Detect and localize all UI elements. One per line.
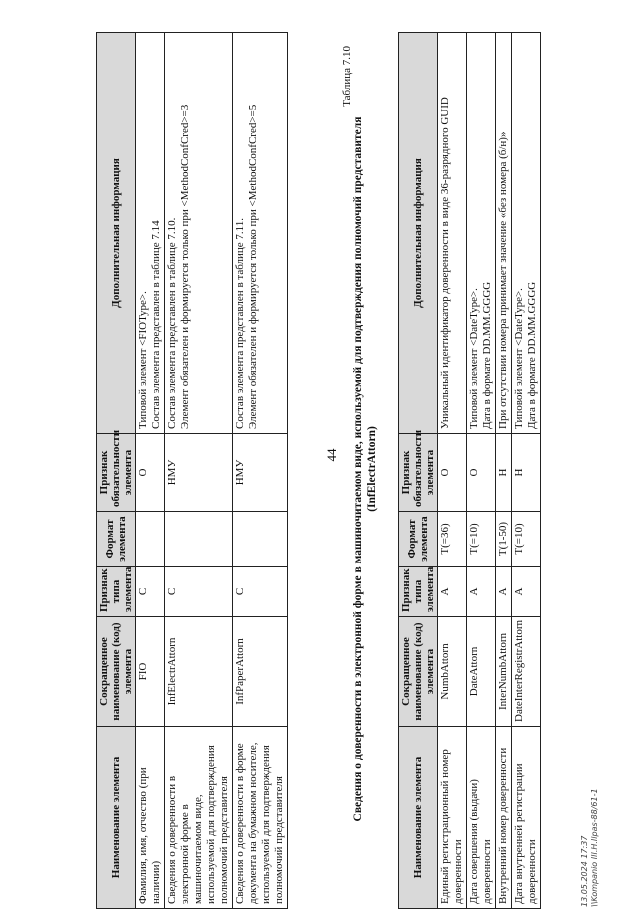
header-cell: Наименование элемента xyxy=(97,727,136,909)
cell-name: Дата внутренней регистрации доверенности xyxy=(512,727,541,909)
cell-code: InfElectrAttorn xyxy=(165,617,233,727)
header-cell: Признак типа элемента xyxy=(97,567,136,617)
table-row xyxy=(233,33,288,909)
header-cell: Признак типа элемента xyxy=(399,567,438,617)
header-cell: Сокращенное наименование (код) элемента xyxy=(97,617,136,727)
cell-format: T(=36) xyxy=(438,512,467,567)
cell-name: Внутренний номер доверенности xyxy=(496,727,512,909)
cell-format xyxy=(165,512,233,567)
cell-code: DateAttorn xyxy=(467,617,496,727)
cell-obligation: О xyxy=(467,434,496,512)
table-header-row xyxy=(399,33,438,909)
cell-code: DateInterRegistrAttorn xyxy=(512,617,541,727)
cell-info: Типовой элемент <FIOType>. Состав элемента представлен в таблице 7.14 xyxy=(136,33,165,434)
header-cell: Формат элемента xyxy=(97,512,136,567)
cell-code: NumbAttorn xyxy=(438,617,467,727)
cell-format: T(=10) xyxy=(512,512,541,567)
cell-type: С xyxy=(136,567,165,617)
cell-code: InterNumbAttorn xyxy=(496,617,512,727)
header-cell: Признак обязательности элемента xyxy=(399,434,438,512)
cell-obligation: О xyxy=(136,434,165,512)
cell-name: Единый регистрационный номер доверенности xyxy=(438,727,467,909)
cell-info: При отсутствии номера принимает значение «без номера (б/н)» xyxy=(496,33,512,434)
footer-line: \\Kompanio III.H.Ilpas-88/61-1 xyxy=(590,788,599,907)
table-row xyxy=(512,33,541,909)
cell-info: Типовой элемент <DateType>. Дата в формате DD.MM.GGGG xyxy=(467,33,496,434)
cell-type: С xyxy=(233,567,288,617)
table-row xyxy=(136,33,165,909)
table-title: Сведения о доверенности в электронной форме в машиночитаемом виде, используемой для подтверждения полномочий представителя (InfElectrAttorn) xyxy=(352,116,378,822)
table-infelectrattorn xyxy=(398,32,541,909)
cell-type: А xyxy=(496,567,512,617)
cell-type: А xyxy=(438,567,467,617)
table-number: Таблица 7.10 xyxy=(341,46,353,107)
table-header-row xyxy=(97,33,136,909)
table-row xyxy=(467,33,496,909)
header-cell: Признак обязательности элемента xyxy=(97,434,136,512)
cell-obligation: НМУ xyxy=(233,434,288,512)
cell-type: С xyxy=(165,567,233,617)
cell-obligation: НМУ xyxy=(165,434,233,512)
cell-type: А xyxy=(512,567,541,617)
cell-code: FIO xyxy=(136,617,165,727)
cell-obligation: Н xyxy=(512,434,541,512)
cell-obligation: Н xyxy=(496,434,512,512)
cell-name: Дата совершения (выдачи) доверенности xyxy=(467,727,496,909)
header-cell: Формат элемента xyxy=(399,512,438,567)
table-row xyxy=(496,33,512,909)
header-cell: Дополнительная информация xyxy=(399,33,438,434)
cell-format: T(1-50) xyxy=(496,512,512,567)
cell-info: Состав элемента представлен в таблице 7.11. Элемент обязателен и формируется только при <MethodConfCred>=5 xyxy=(233,33,288,434)
cell-code: InfPaperAttorn xyxy=(233,617,288,727)
table-fio-attorn xyxy=(96,32,288,909)
cell-obligation: О xyxy=(438,434,467,512)
cell-format xyxy=(233,512,288,567)
cell-info: Уникальный идентификатор доверенности в виде 36-разрядного GUID xyxy=(438,33,467,434)
header-cell: Наименование элемента xyxy=(399,727,438,909)
table-row xyxy=(165,33,233,909)
cell-name: Сведения о доверенности в электронной форме в машиночитаемом виде, используемой для подтверждения полномочий представителя xyxy=(165,727,233,909)
cell-info: Типовой элемент <DateType>. Дата в формате DD.MM.GGGG xyxy=(512,33,541,434)
footer-line: 13.05.2024 17:37 xyxy=(580,835,589,907)
table-row xyxy=(438,33,467,909)
cell-format: T(=10) xyxy=(467,512,496,567)
cell-info: Состав элемента представлен в таблице 7.10. Элемент обязателен и формируется только при <MethodConfCred>=3 xyxy=(165,33,233,434)
header-cell: Сокращенное наименование (код) элемента xyxy=(399,617,438,727)
cell-format xyxy=(136,512,165,567)
cell-name: Сведения о доверенности в форме документа на бумажном носителе, используемой для подтверждения полномочий представителя xyxy=(233,727,288,909)
cell-name: Фамилия, имя, отчество (при наличии) xyxy=(136,727,165,909)
cell-type: А xyxy=(467,567,496,617)
footer-stamp xyxy=(580,788,600,907)
page-number: 44 xyxy=(324,448,339,462)
header-cell: Дополнительная информация xyxy=(97,33,136,434)
